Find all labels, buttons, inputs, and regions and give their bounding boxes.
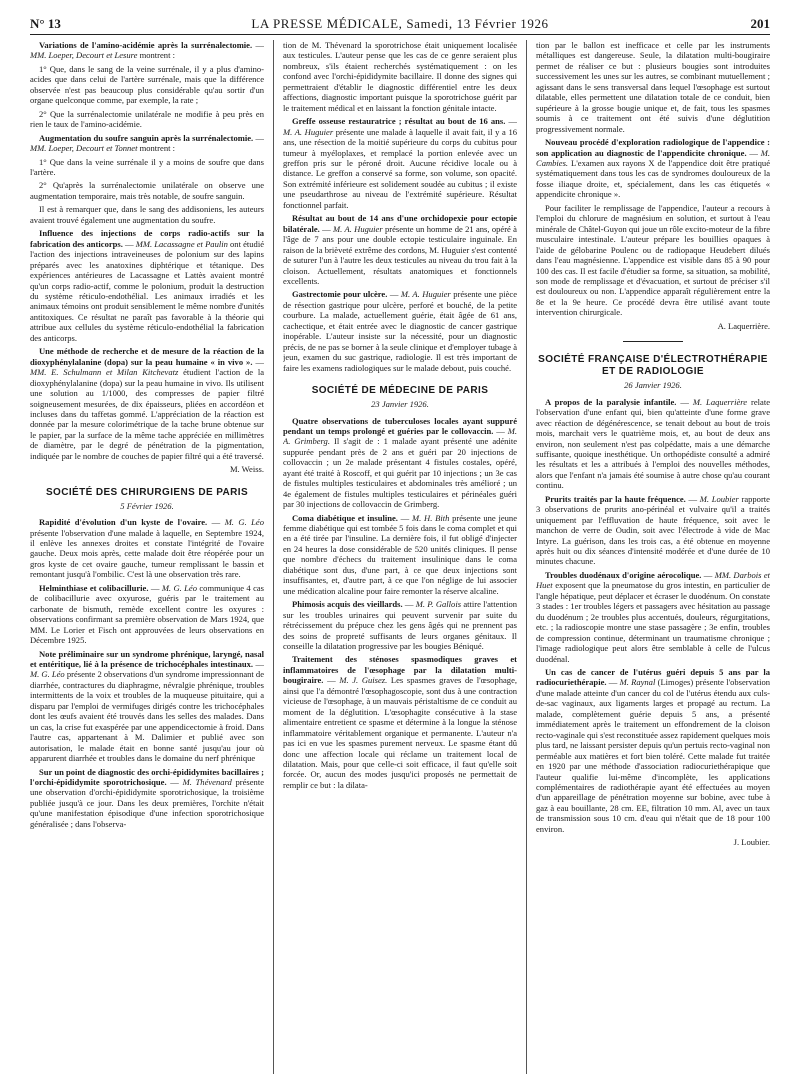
article-text: présente 2 observations d'un syndrome impressionnant de diarrhée, contractures du diaphragme, névralgie phrénique, troubles intermittents de la voix et troubles de la muqueuse pituitaire, qui a disparu par l'emploi de vermifuges dirigés contre les trichocéphales dont les œufs avaient été trouvés dans les selles des malades. Dans un cas, la crise fut exaspérée par une appendicectomie à froid. Dans l'autre cas, appartenant à M. Dalimier et publié avec son autorisation, le malade était en bonne santé jusqu'au jour où apparurent diarrhée et troubles dans le domaine du nerf phrénique [30,669,264,764]
article-text: présente une observation d'orchi-épididymite sporotrichosique, la troisième publiée jusqu'à ce jour. Dans les deux premières, l'orchite n'était qu'une manifestation épisodique d'une infection sporotrichosique généralisée ; dans l'observa- [30,777,264,829]
paragraph: 2° Qu'après la surrénalectomie unilatérale on observe une augmentation temporaire, mais très notable, de soufre sanguin. [30,180,264,201]
article-authors: M. G. Léo [30,669,65,680]
article: Note préliminaire sur un syndrome phrénique, laryngé, nasal et entéritique, lié à la présence de trichocéphales intestinaux. — M. G. Léo présente 2 observations d'un syndrome impressionnant de diarrhée, contractures du diaphragme, névralgie phrénique, troubles intermittents de la voix et troubles de la muqueuse pituitaire, qui a disparu par l'emploi de vermifuges dirigés contre les trichocéphales dont les œufs avaient été trouvés dans les selles des malades. Dans un cas, la crise fut exaspérée par une appendicectomie à froid. Dans l'autre cas, appartenant à M. Dalimier et publié avec son autorisation, le malade était en bonne santé jusqu'au jour où apparurent diarrhée et troubles dans le domaine du nerf phrénique [30,648,264,764]
article-authors: M. Cambies. [536,147,770,168]
article-title: Nouveau procédé d'exploration radiologique de l'appendice : son application au diagnostic de l'appendicite chronique. [536,137,770,158]
article-authors: MM. Lacassagne et Paulin [135,238,228,249]
article: Sur un point de diagnostic des orchi-épididymites bacillaires ; l'orchi-épididymite sporotrichosique. — M. Thévenard présente une observation d'orchi-épididymite sporotrichosique, la troisième publiée jusqu'à ce jour. Dans les deux premières, l'orchite n'était qu'une manifestation épisodique d'une infection sporotrichosique généralisée ; dans l'observa- [30,766,264,829]
article: Résultat au bout de 14 ans d'une orchidopexie pour ectopie bilatérale. — M. A. Huguier présente un homme de 21 ans, opéré à l'âge de 7 ans pour une double ectopie testiculaire inguinale. En raison de la brièveté extrême des cordons, M. Huguier s'est contenté de suturer l'un à l'autre les deux testicules au niveau du trou fait à la cloison. Actuellement, résultats anatomiques et fonctionnels excellents. [283,213,517,286]
article: Influence des injections de corps radio-actifs sur la fabrication des anticorps. — MM. Lacassagne et Paulin ont étudié l'action des injections intraveineuses de polonium sur des lapins préparés avec les anatoxines diphtérique et tétanique. Des expériences antérieures de Lacassagne et Lattès avaient montré qu'un corps radio-actif, comme le polonium, produit la destruction du système réticulo-endothélial. Les animaux irradiés et les animaux témoins ont produit sensiblement le même nombre d'unités antitoxiques. Ce résultat ne paraît pas favorable à la théorie qui attribue aux cellules du système réticulo-endothélial la fabrication des anticorps. [30,228,264,343]
article-title: A propos de la paralysie infantile. [545,396,677,407]
article: Variations de l'amino-acidémie après la surrénalectomie. — MM. Loeper, Decourt et Lesure montrent : [30,40,264,61]
article-authors: MM. E. Schulmann et Milan Kitchevatz [30,367,179,378]
signature: J. Loubier. [733,837,770,848]
article-title: Note préliminaire sur un syndrome phrénique, laryngé, nasal et entéritique, lié à la présence de trichocéphales intestinaux. [30,648,264,670]
article: Greffe osseuse restauratrice ; résultat au bout de 16 ans. — M. A. Huguier présente une malade à laquelle il avait fait, il y a 16 ans, une résection de la moitié supérieure du corps du cubitus pour tumeur à myéloplaxes, et remplacé la portion enlevée avec un greffon pris sur le péroné droit. Aucune récidive locale ou à distance. Le greffon a conservé sa forme, son volume, son opacité. Son extrémité inférieure est solidement soudée au cubitus ; il existe une pseudarthrose au niveau de l'extrémité supérieure. Résultat fonctionnel parfait. [283,116,517,210]
paragraph: Il est à remarquer que, dans le sang des addisoniens, les auteurs avaient trouvé également une augmentation du soufre. [30,204,264,225]
article-text: montrent : [139,50,175,61]
article-text: relate l'observation d'une enfant qui, bien qu'atteinte d'une forme grave avec réaction de dégénérescence, se tenait debout au bout de trois mois, marchait vers le quatrième mois, et, au bout de deux ans environ, non seulement n'est pas colpédatte, mais a une démarche suffisante, quoique inesthétique. Un orthopédiste consulté a admiré les résultats et les a attribués à l'emploi des nouvelles méthodes, alors que l'enfant n'a jamais été soumise à autre chose qu'au courant continu. [536,396,770,491]
section-date: 5 Février 1926. [120,500,174,511]
article: Une méthode de recherche et de mesure de la réaction de la dioxyphénylalanine (dopa) sur la peau humaine « in vivo ». — MM. E. Schulmann et Milan Kitchevatz étudient l'action de la dioxyphénylalanine (dopa) sur la peau humaine in vivo. Ils utilisent une solution au 1/1000, des compresses de papier filtré soigneusement mesurées, de dix épaisseurs, pliées en accordéon et incluses dans du taffetas gommé. L'appréciation de la réaction est donnée par la mesure colorimétrique de la tache brune obtenue sur le papier, par la surface de la même tache appréciée en millimètres de diamètre, par le degré de pénétration de la pigmentation, indiquée par le nombre de couches de papier filtré qui a été traversé. [30,346,264,461]
section-date: 23 Janvier 1926. [371,399,429,410]
article-text: (Limoges) présente l'observation d'une malade atteinte d'un cancer du col de l'utérus étendu aux culs-de-sac vaginaux, aux ligaments larges et propagé au rectum. La malade, complètement guérie depuis 5 ans, a présenté immédiatement après le traitement un effondrement de la cloison recto-vaginale qui s'est reconstituée assez rapidement quelques mois plus tard, ne laissant persister depuis qu'un pertuis recto-vaginal non perméable aux matières et fort bien toléré. Cette malade fut traitée en 1920 par une méthode d'association radiocuriethérapique que l'auteur qualifie lui-même d'incomplète, les applications complémentaires de radiothérapie ayant été effectuées au moyen d'un appareillage de pénétration moyenne sur bobine, avec tube à gaz à eau bouillante, 28 cm. EE, filtration 10 mm. Al, avec un taux de transmission sous 10 cm. d'eau qui n'était que de 18 pour 100 environ. [536,677,770,834]
paragraph: 1° Que, dans le sang de la veine surrénale, il y a plus d'amino-acides que dans celui de l'artère surrénale, mais que la différence observée n'est pas beaucoup plus considérable qu'au sortir d'un organe quelconque comme, par exemple, la rate ; [30,63,264,106]
article-text: présente un homme de 21 ans, opéré à l'âge de 7 ans pour une double ectopie testiculaire inguinale. En raison de la brièveté extrême des cordons, M. Huguier s'est contenté de suturer l'un à l'autre les deux testicules au niveau du trou fait à la cloison. Actuellement, résultats anatomiques et fonctionnels excellents. [283,223,517,286]
article: Augmentation du soufre sanguin après la surrénalectomie. — MM. Loeper, Decourt et Tonnet montrent : [30,132,264,154]
column-rule [273,40,274,1074]
section-title: SOCIÉTÉ FRANÇAISE D'ÉLECTROTHÉRAPIE ET DE RADIOLOGIE [538,354,768,378]
article-title: Traitement des sténoses spasmodiques graves et inflammatoires de l'œsophage par la dilatation multi-bougiraire. [283,654,517,686]
article-title: Phimosis acquis des vieillards. [292,599,403,610]
article: Traitement des sténoses spasmodiques graves et inflammatoires de l'œsophage par la dilatation multi-bougiraire. — M. J. Guisez. Les spasmes graves de l'œsophage, ainsi que l'a démontré l'œsophagoscopie, sont dus à une contraction vicieuse de l'œsophage, à un mauvais péristaltisme de ce conduit au moment de la déglutition. L'œsophagite consécutive à la stase alimentaire entretient ce spasme et détermine à la longue la sténose inflammatoire véritablement organique et permanente. L'auteur n'a pas ici en vue les spasmes purement nerveux. Le spasme étant dû donc une affection locale qui réclame un traitement local de dilatation. Mais, pour que celle-ci soit efficace, il faut qu'elle soit forcée. Or, aucun des modes jusqu'ici proposés ne permettait de remplir ce but : la dilata- [283,654,517,790]
article-text: présente l'observation d'une malade à laquelle, en Septembre 1924, il enlève les annexes droites et constate l'intégrité de l'ovaire gauche. Deux mois après, cette malade doit être réopérée pour un gros kyste de cet ovaire gauche, tumeur remplissant le bassin et remontant jusqu'à l'ombilic. C'est là une observation très rare. [30,527,264,580]
article-text: montrent : [139,143,175,154]
page-header [30,14,770,35]
divider [623,341,683,342]
article-title: Troubles duodénaux d'origine aérocolique. [545,569,702,580]
article-authors: MM. Darbois et Huet [536,569,770,591]
article-title: Rapidité d'évolution d'un kyste de l'ovaire. [39,517,208,528]
newspaper-title: LA PRESSE MÉDICALE, Samedi, 13 Février 1926 [251,16,549,31]
article: Phimosis acquis des vieillards. — M. P. Gallois attire l'attention sur les troubles urinaires qui peuvent survenir par suite du rétrécissement du prépuce chez les gens âgés qui ne prennent pas des soins de propreté suffisants de leurs organes génitaux. Il conseille la dilatation progressive par les bougies Béniqué. [283,599,517,652]
article: Helminthiase et colibacillurie. — M. G. Léo communique 4 cas de colibacillurie avec oxyurose, guéris par le traitement au carbonate de bismuth, remède excellent contre les oxyures : observations confirmant sa première observation de Mars 1924, que MM. Le Lorier et Fisch ont approuvées de leurs observations en Décembre 1925. [30,582,264,646]
paragraph: 1° Que dans la veine surrénale il y a moins de soufre que dans l'artère. [30,156,264,177]
article-text: rapporte 3 observations de prurits ano-périnéal et vulvaire qu'il a traités uniquement par l'effluvation de haute fréquence, soit avec le manchon de verre de Oudin, soit avec l'électrode à vide de Mac Intyre. La guérison, dans les trois cas, a été obtenue en moyenne après huit ou dix séances d'intensité modérée et d'une durée de 10 minutes chacune. [536,493,770,567]
article-authors: M. Raynal [619,677,656,688]
article-text: présente une jeune femme diabétique qui est tombée 5 fois dans le coma complet et qui en a été tirée par l'insuline. La dernière fois, il fut obligé d'injecter en 24 heures la dose considérable de 520 unités cliniques. Il pense que nombre d'échecs du traitement insulinique dans le coma diabétique sont dus, d'une part, à ce que deux injections sont insuffisantes, et, d'autre part, à ce que l'on néglige de lui associer une médication alcaline pour faire remonter la réserve alcaline. [283,512,517,596]
article-title: Augmentation du soufre sanguin après la surrénalectomie. [39,132,254,143]
article: Nouveau procédé d'exploration radiologique de l'appendice : son application au diagnostic de l'appendicite chronique. — M. Cambies. L'examen aux rayons X de l'appendice doit être pratiqué systématiquement dans tous les cas de syndromes douloureux de la fosse iliaque droite, et, spécialement, dans les cas étiquetés « appendicite chronique ». [536,137,770,200]
article-title: Sur un point de diagnostic des orchi-épididymites bacillaires ; l'orchi-épididymite sporotrichosique. [30,766,264,787]
article-authors: M. H. Bith [412,512,450,523]
column-1 [30,40,264,1074]
article-title: Résultat au bout de 14 ans d'une orchidopexie pour ectopie bilatérale. [283,213,517,234]
article-text: présente une pièce de résection gastrique pour ulcère, perforé et bouché, de la petite courbure. La malade, actuellement guérie, était âgée de 61 ans, cachectique, et était entrée avec le diagnostic de cancer gastrique inopérable. L'auteur insiste sur la nécessité, pour un diagnostic précis, de ne pas se borner à la seule clinique et d'employer tubage à jeun, examen du suc gastrique, radiologie. Il est très important de faire les examens radiologiques sur le malade debout, puis couché. [283,289,517,373]
article-text: exposent que la pneumatose du gros intestin, en particulier de l'angle hépatique, peut déplacer et écraser le duodénum. On constate 3 stades : 1er troubles légers et passagers avec hésitation au passage du duodénum ; 2e troubles plus accentués, douleurs, régurgitations, etc. ; la radioscopie montre une stase passagère ; 3e enfin, troubles de compression continue, déterminant un traumatisme chronique ; l'image radiologique peut alors être semblable à celle de l'ulcus duodénal. [536,580,770,664]
article-authors: M. P. Gallois [415,599,462,610]
section-title: SOCIÉTÉ DE MÉDECINE DE PARIS [311,385,489,397]
article: Troubles duodénaux d'origine aérocolique. — MM. Darbois et Huet exposent que la pneumatose du gros intestin, en particulier de l'angle hépatique, peut déplacer et écraser le duodénum. On constate 3 stades : 1er troubles légers et passagers avec hésitation au passage du duodénum ; 2e troubles plus accentués, douleurs, régurgitations, etc. ; la radioscopie montre une stase passagère ; 3e enfin, troubles de compression continue, déterminant un traumatisme chronique ; l'image radiologique peut alors être semblable à celle de l'ulcus duodénal. [536,569,770,664]
article-text: ont étudié l'action des injections intraveineuses de polonium sur des lapins préparés avec les anatoxines diphtérique et tétanique. Des expériences antérieures de Lacassagne et Lattès avaient montré qu'un corps radio-actif, comme le polonium, produit la destruction du système réticulo-endothélial. Les animaux irradiés et les animaux témoins ont produit sensiblement le même nombre d'unités antitoxiques. Ce résultat ne paraît pas favorable à la théorie qui attribue aux cellules du système réticulo-endothélial la fabrication des anticorps. [30,238,264,343]
article-authors: M. G. Léo [161,582,197,593]
column-2 [283,40,517,1074]
article-title: Coma diabétique et insuline. [292,512,398,523]
article: Prurits traités par la haute fréquence. — M. Loubier rapporte 3 observations de prurits ano-périnéal et vulvaire qu'il a traités uniquement par l'effluvation de haute fréquence, soit avec le manchon de verre de Oudin, soit avec l'électrode à vide de Mac Intyre. La guérison, dans les trois cas, a été obtenue en moyenne après huit ou dix séances d'intensité modérée et d'une durée de 10 minutes chacune. [536,493,770,567]
article-title: Un cas de cancer de l'utérus guéri depuis 5 ans par la radiocuriethérapie. [536,667,770,688]
section-title: SOCIÉTÉ DES CHIRURGIENS DE PARIS [45,486,249,498]
article-title: Une méthode de recherche et de mesure de la réaction de la dioxyphénylalanine (dopa) sur la peau humaine « in vivo ». [30,346,264,367]
article-text: présente une malade à laquelle il avait fait, il y a 16 ans, une résection de la moitié supérieure du corps du cubitus pour tumeur à myéloplaxes, et remplacé la portion enlevée avec un greffon pris sur le péroné droit. Aucune récidive locale ou à distance. Le greffon a conservé sa forme, son volume, son opacité. Son extrémité inférieure est solidement soudée au cubitus ; il existe une pseudarthrose au niveau de l'extrémité supérieure. Résultat fonctionnel parfait. [283,126,517,210]
article-authors: M. Loubier [699,493,739,504]
article-text: communique 4 cas de colibacillurie avec oxyurose, guéris par le traitement au carbonate de bismuth, remède excellent contre les oxyures : observations confirmant sa première observation de Mars 1924, que MM. Le Lorier et Fisch ont approuvées de leurs observations en Décembre 1925. [30,582,264,646]
article-authors: M. Thévenard [182,777,232,787]
article-authors: M. G. Léo [224,517,264,528]
article-authors: M. A. Huguier [400,289,451,300]
column-3 [536,40,770,1074]
article: Coma diabétique et insuline. — M. H. Bith présente une jeune femme diabétique qui est tombée 5 fois dans le coma complet et qui en a été tirée par l'insuline. La dernière fois, il fut obligé d'injecter en 24 heures la dose considérable de 520 unités cliniques. Il pense que nombre d'échecs du traitement insulinique dans le coma diabétique sont dus, d'une part, à ce que deux injections sont insuffisantes, et, d'autre part, à ce que l'on néglige de lui associer une médication alcaline pour faire remonter la réserve alcaline. [283,512,517,596]
article-authors: M. A. Huguier [283,126,334,137]
paragraph: Pour faciliter le remplissage de l'appendice, l'auteur a recours à l'emploi du chlorure de magnésium en solution, et surtout à l'eau minérale de Châtel-Guyon qui joue un rôle excito-moteur de la fibre musculaire intestinale. L'auteur prépare les bouillies opaques à l'aide de gélobarine Poulenc ou de radiopaque Heudebert dilués dans l'eau magnésienne. L'appendice est visible dans 85 à 90 pour 100 des cas. Il est facile d'étudier sa forme, sa situation, sa mobilité, son mode de remplissage et d'évacuation, et surtout de préciser s'il est douloureux ou non. L'appendice apparaît régulièrement entre la 8e et la 9e heure. Ce procédé devra être utilisé avant toute intervention chirurgicale. [536,202,770,318]
article-title: Prurits traités par la haute fréquence. [545,493,686,504]
article-title: Influence des injections de corps radio-actifs sur la fabrication des anticorps. [30,228,264,249]
article-title: Quatre observations de tuberculoses locales ayant suppuré pendant un temps prolongé et guéries par le collovaccin. [283,415,517,436]
article-authors: M. J. Guisez. [339,675,388,686]
signature: M. Weiss. [229,464,264,475]
article-authors: M. A. Grimberg. [283,425,517,447]
section-date: 26 Janvier 1926. [624,380,682,391]
article-title: Helminthiase et colibacillurie. [39,582,149,593]
article: Un cas de cancer de l'utérus guéri depuis 5 ans par la radiocuriethérapie. — M. Raynal (Limoges) présente l'observation d'une malade atteinte d'un cancer du col de l'utérus étendu aux culs-de-sac vaginaux, aux ligaments larges et propagé au rectum. La malade, complètement guérie depuis 5 ans, a présenté immédiatement après le traitement un effondrement de la cloison recto-vaginale qui s'est reconstituée assez rapidement quelques mois plus tard, ne laissant persister depuis qu'un pertuis recto-vaginal non perméable aux matières et fort bien toléré. Cette malade fut traitée en 1920 par une méthode d'association radiocuriethérapique que l'auteur qualifie lui-même d'incomplète, les applications complémentaires de radiothérapie ayant été effectuées au moyen d'un appareillage de pénétration moyenne sur bobine, avec tube à gaz à eau bouillante, 28 cm. EE, filtration 10 mm. Al, avec un taux de transmission sous 10 cm. d'eau qui n'était que de 18 pour 100 environ. [536,667,770,834]
issue-number: N° 13 [30,16,61,31]
paragraph: 2° Que la surrénalectomie unilatérale ne modifie à peu près en rien le taux de l'amino-acidémie. [30,108,264,130]
article: Gastrectomie pour ulcère. — M. A. Huguier présente une pièce de résection gastrique pour ulcère, perforé et bouché, de la petite courbure. La malade, actuellement guérie, était âgée de 61 ans, cachectique, et était entrée avec le diagnostic de cancer gastrique inopérable. L'auteur insiste sur la nécessité, pour un diagnostic précis, de ne pas se borner à la seule clinique et d'employer tubage à jeun, examen du suc gastrique, radiologie. Il est très important de faire les examens radiologiques sur le malade debout, puis couché. [283,289,517,373]
article: Rapidité d'évolution d'un kyste de l'ovaire. — M. G. Léo présente l'observation d'une malade à laquelle, en Septembre 1924, il enlève les annexes droites et constate l'intégrité de l'ovaire gauche. Deux mois après, cette malade doit être réopérée pour un gros kyste de cet ovaire gauche, tumeur remplissant le bassin et remontant jusqu'à l'ombilic. C'est là une observation très rare. [30,517,264,580]
paragraph: tion de M. Thévenard la sporotrichose était uniquement localisée aux testicules. L'auteur pense que les cas de ce genre seraient plus nombreux, s'ils étaient recherchés systématiquement : on les confond avec l'orchi-épididymite bacillaire. Il donne des signes qui permettraient d'établir le diagnostic différentiel entre les deux affections, diagnostic important puisque la sporotrichose guérit par le traitement médical et en laissant la fonction génitale intacte. [283,40,517,113]
page-number: 201 [750,16,770,31]
article-authors: M. A. Huguier [333,223,383,234]
article-text: étudient l'action de la dioxyphénylalanine (dopa) sur la peau humaine in vivo. Ils utilisent une solution au 1/1000, des compresses de papier filtré soigneusement mesurées, de dix épaisseurs, pliées en accordéon et incluses dans du taffetas gommé. L'appréciation de la réaction est donnée par la mesure colorimétrique de la tache brune obtenue sur le papier, par la surface de la même tache appréciée en millimètres de diamètre, par le degré de pénétration de la pigmentation, indiquée par le nombre de couches de papier filtré qui a été traversé. [30,367,264,461]
article-text: Il s'agit de : 1 malade ayant présenté une adénite suppurée pendant près de 2 ans et guéri par 20 injections de collovaccin ; un 2e malade présentant 4 fistules costales, opéré, ayant été traité à Roscoff, et qui guérit par 10 injections ; un 3e cas de fistules multiples testiculaires et abdominales très amélioré ; un 4e également de fistules multiples testiculaires et périnéales guéri par 30 injections de collovaccin de Grimberg. [283,436,517,510]
article-title: Gastrectomie pour ulcère. [292,289,388,300]
article-authors: MM. Loeper, Decourt et Tonnet [30,143,138,154]
article-authors: M. Laquerrière [692,396,748,407]
article-title: Greffe osseuse restauratrice ; résultat au bout de 16 ans. [292,116,506,127]
paragraph: tion par le ballon est inefficace et celle par les instruments métalliques est dangereuse. Seule, la dilatation multi-bougiraire permet de réaliser ce but : plusieurs bougies sont introduites successivement les unes sur les autres, se combinant mutuellement ; agissant dans le sens transversal dans lequel l'œsophage est surtout dilatable, elles permettent une dilatation totale de ce conduit, bien supérieure à la grosse bougie unique et, de fait, tous les spasmes soumis à ce traitement ont été suivis d'une déglutition progressivement normale. [536,40,770,134]
article: A propos de la paralysie infantile. — M. Laquerrière relate l'observation d'une enfant qui, bien qu'atteinte d'une forme grave avec réaction de dégénérescence, se tenait debout au bout de trois mois, marchait vers le quatrième mois, et, au bout de deux ans environ, non seulement n'est pas colpédatte, mais a une démarche suffisante, quoique inesthétique. Un orthopédiste consulté a admiré les résultats et les a attribués à l'emploi des nouvelles méthodes, alors que l'enfant n'a jamais été soumise à autre chose qu'au courant continu. [536,396,770,491]
article-title: Variations de l'amino-acidémie après la surrénalectomie. [39,40,253,50]
article-authors: MM. Loeper, Decourt et Lesure [30,50,138,61]
article-text: Les spasmes graves de l'œsophage, ainsi que l'a démontré l'œsophagoscopie, sont dus à une contraction vicieuse de l'œsophage, à un mauvais péristaltisme de ce conduit au moment de la déglutition. L'œsophagite consécutive à la stase alimentaire entretient ce spasme et détermine à la longue la sténose inflammatoire véritablement organique et permanente. L'auteur n'a pas ici en vue les spasmes purement nerveux. Le spasme étant dû donc une affection locale qui réclame un traitement local de dilatation. Mais, pour que celle-ci soit efficace, il faut qu'elle soit forcée. Or, aucun des modes jusqu'ici proposés ne permettait de remplir ce but : la dilata- [283,675,517,790]
column-rule [526,40,527,1074]
signature: A. Laquerrière. [717,320,770,331]
article-text: L'examen aux rayons X de l'appendice doit être pratiqué systématiquement dans tous les cas de syndromes douloureux de la fosse iliaque droite, et, spécialement, dans les cas étiquetés « appendicite chronique ». [536,157,770,200]
article: Quatre observations de tuberculoses locales ayant suppuré pendant un temps prolongé et guéries par le collovaccin. — M. A. Grimberg. Il s'agit de : 1 malade ayant présenté une adénite suppurée pendant près de 2 ans et guéri par 20 injections de collovaccin ; un 2e malade présentant 4 fistules costales, opéré, ayant été traité à Roscoff, et qui guérit par 10 injections ; un 3e cas de fistules multiples testiculaires et abdominales très amélioré ; un 4e également de fistules multiples testiculaires et périnéales guéri par 30 injections de collovaccin de Grimberg. [283,415,517,510]
article-text: attire l'attention sur les troubles urinaires qui peuvent survenir par suite du rétrécissement du prépuce chez les gens âgés qui ne prennent pas des soins de propreté suffisants de leurs organes génitaux. Il conseille la dilatation progressive par les bougies Béniqué. [283,599,517,652]
